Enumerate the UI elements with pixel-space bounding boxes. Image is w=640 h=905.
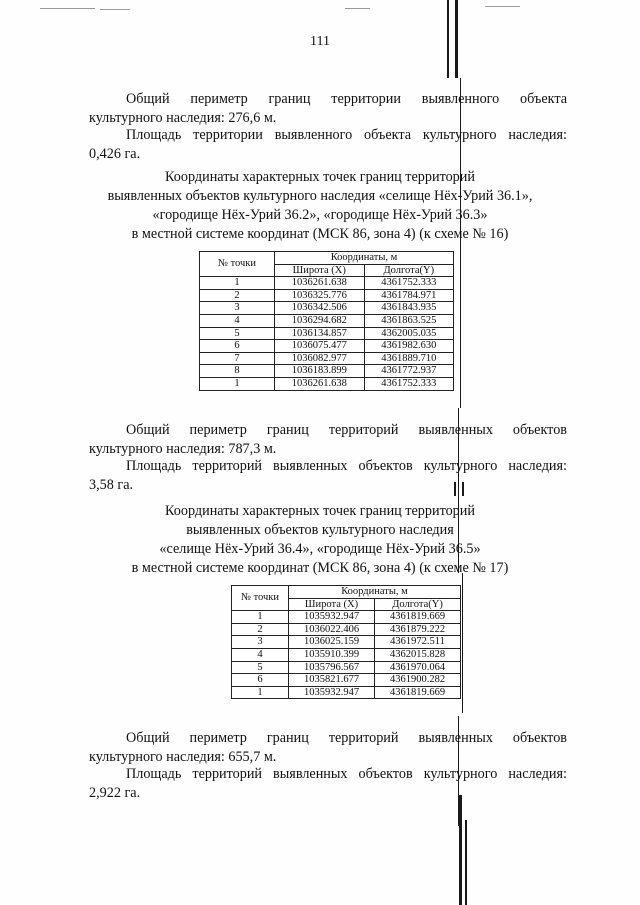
point-number-cell: 4 <box>232 648 289 661</box>
point-number-cell: 2 <box>200 289 275 302</box>
col-header-lat: Широта (X) <box>275 264 365 277</box>
perimeter-text-line: культурного наследия: 276,6 м. <box>89 110 277 126</box>
point-number-cell: 3 <box>200 302 275 315</box>
table-row <box>232 623 461 636</box>
table-row <box>232 611 461 624</box>
table-row <box>200 327 454 340</box>
latitude-cell: 1035932.947 <box>289 686 375 699</box>
heading-line: «городище Нёх-Урий 36.2», «городище Нёх-Урий 36.3» <box>152 207 488 223</box>
table-row <box>200 314 454 327</box>
longitude-cell: 4361784.971 <box>364 289 454 302</box>
point-number-cell: 1 <box>200 377 275 390</box>
longitude-cell: 4361900.282 <box>375 674 461 687</box>
col-header-coords: Координаты, м <box>289 586 461 599</box>
table-row <box>200 289 454 302</box>
latitude-cell: 1036082.977 <box>275 352 365 365</box>
scan-speck <box>100 9 130 10</box>
perimeter-paragraph-2 <box>89 421 567 459</box>
heading-line: в местной системе координат (МСК 86, зона 4) (к схеме № 17) <box>131 560 509 576</box>
longitude-cell: 4362005.035 <box>364 327 454 340</box>
page-number: 111 <box>310 34 330 49</box>
heading-line: «селище Нёх-Урий 36.4», «городище Нёх-Урий 36.5» <box>159 541 481 557</box>
latitude-cell: 1036075.477 <box>275 340 365 353</box>
point-number-cell: 5 <box>200 327 275 340</box>
coordinates-table-1 <box>199 251 454 391</box>
longitude-cell: 4361879.222 <box>375 623 461 636</box>
area-text-line: Площадь территорий выявленных объектов культурного наследия: <box>126 458 567 474</box>
longitude-cell: 4362015.828 <box>375 648 461 661</box>
latitude-cell: 1036342.506 <box>275 302 365 315</box>
area-text-line: Площадь территорий выявленных объектов культурного наследия: <box>126 766 567 782</box>
heading-line: Координаты характерных точек границ территорий <box>165 503 475 519</box>
latitude-cell: 1036183.899 <box>275 365 365 378</box>
perimeter-paragraph-1 <box>89 90 567 128</box>
heading-line: в местной системе координат (МСК 86, зона 4) (к схеме № 16) <box>131 226 509 242</box>
area-text-line: Площадь территории выявленного объекта культурного наследия: <box>126 127 567 143</box>
col-header-point: № точки <box>232 586 289 611</box>
latitude-cell: 1036261.638 <box>275 377 365 390</box>
latitude-cell: 1035910.399 <box>289 648 375 661</box>
table-row <box>200 365 454 378</box>
longitude-cell: 4361982.630 <box>364 340 454 353</box>
perimeter-paragraph-3 <box>89 729 567 767</box>
col-header-coords: Координаты, м <box>275 252 454 265</box>
heading-line: Координаты характерных точек границ территорий <box>165 169 475 185</box>
point-number-cell: 1 <box>200 277 275 290</box>
area-paragraph-2 <box>89 457 567 495</box>
table-row <box>200 377 454 390</box>
table-row <box>200 302 454 315</box>
point-number-cell: 5 <box>232 661 289 674</box>
latitude-cell: 1035932.947 <box>289 611 375 624</box>
longitude-cell: 4361843.935 <box>364 302 454 315</box>
coordinates-table-2 <box>231 585 461 699</box>
col-header-lat: Широта (X) <box>289 598 375 611</box>
table-row <box>232 636 461 649</box>
scan-artifact-line <box>462 573 463 713</box>
scan-speck <box>40 8 95 9</box>
longitude-cell: 4361972.511 <box>375 636 461 649</box>
longitude-cell: 4361863.525 <box>364 314 454 327</box>
col-header-lon: Долгота(Y) <box>364 264 454 277</box>
longitude-cell: 4361819.669 <box>375 686 461 699</box>
coordinates-heading-1 <box>60 168 580 244</box>
longitude-cell: 4361970.064 <box>375 661 461 674</box>
scan-speck <box>485 6 520 7</box>
heading-line: выявленных объектов культурного наследия <box>186 522 454 538</box>
perimeter-text-line: Общий периметр границ территорий выявленных объектов <box>126 730 567 746</box>
table-row <box>232 674 461 687</box>
point-number-cell: 2 <box>232 623 289 636</box>
col-header-point: № точки <box>200 252 275 277</box>
longitude-cell: 4361819.669 <box>375 611 461 624</box>
longitude-cell: 4361752.333 <box>364 277 454 290</box>
point-number-cell: 4 <box>200 314 275 327</box>
area-paragraph-3 <box>89 765 567 803</box>
point-number-cell: 1 <box>232 686 289 699</box>
point-number-cell: 1 <box>232 611 289 624</box>
area-text-line: 0,426 га. <box>89 146 141 162</box>
latitude-cell: 1036294.682 <box>275 314 365 327</box>
table-row <box>200 352 454 365</box>
perimeter-text-line: Общий периметр границ территорий выявленных объектов <box>126 422 567 438</box>
area-paragraph-1 <box>89 126 567 164</box>
point-number-cell: 7 <box>200 352 275 365</box>
area-text-line: 3,58 га. <box>89 477 134 493</box>
table-row <box>232 648 461 661</box>
perimeter-text-line: Общий периметр границ территории выявленного объекта <box>126 91 567 107</box>
heading-line: выявленных объектов культурного наследия «селище Нёх-Урий 36.1», <box>107 188 533 204</box>
latitude-cell: 1036261.638 <box>275 277 365 290</box>
longitude-cell: 4361772.937 <box>364 365 454 378</box>
latitude-cell: 1036325.776 <box>275 289 365 302</box>
latitude-cell: 1036025.159 <box>289 636 375 649</box>
latitude-cell: 1035821.677 <box>289 674 375 687</box>
latitude-cell: 1035796.567 <box>289 661 375 674</box>
perimeter-text-line: культурного наследия: 655,7 м. <box>89 749 277 765</box>
area-text-line: 2,922 га. <box>89 785 141 801</box>
table-row <box>232 661 461 674</box>
scan-speck <box>345 8 370 9</box>
col-header-lon: Долгота(Y) <box>375 598 461 611</box>
coordinates-heading-2 <box>60 502 580 578</box>
perimeter-text-line: культурного наследия: 787,3 м. <box>89 441 277 457</box>
scan-artifact-line <box>459 795 462 905</box>
table-row <box>200 277 454 290</box>
point-number-cell: 8 <box>200 365 275 378</box>
longitude-cell: 4361889.710 <box>364 352 454 365</box>
point-number-cell: 6 <box>200 340 275 353</box>
table-row <box>232 686 461 699</box>
latitude-cell: 1036134.857 <box>275 327 365 340</box>
longitude-cell: 4361752.333 <box>364 377 454 390</box>
table-row <box>200 340 454 353</box>
scan-artifact-line <box>465 820 467 905</box>
point-number-cell: 6 <box>232 674 289 687</box>
latitude-cell: 1036022.406 <box>289 623 375 636</box>
point-number-cell: 3 <box>232 636 289 649</box>
